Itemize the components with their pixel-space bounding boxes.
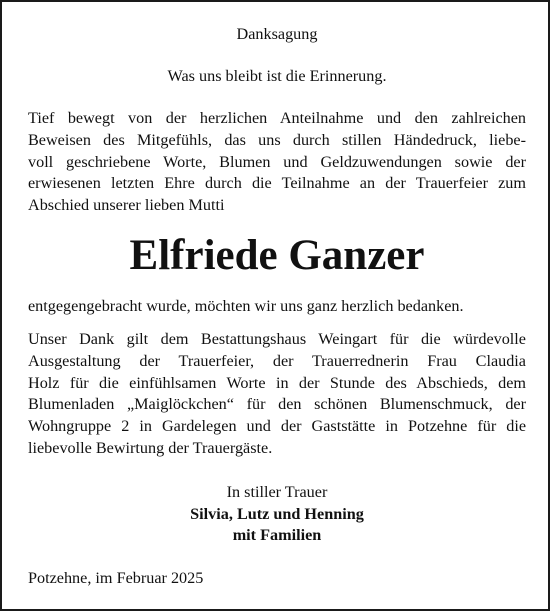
gratitude-line: Unser Dank gilt dem Bestattungshaus Weingart für die würdevolle [28, 330, 526, 348]
gratitude-paragraph [28, 329, 526, 460]
deceased-name: Elfriede Ganzer [129, 232, 425, 279]
intro-line: Tief bewegt von der herzlichen Anteilnahme und den zahlreichen [28, 109, 526, 127]
gratitude-line: Blumenladen „Maiglöckchen“ für den schönen Blumenschmuck, der [28, 395, 526, 414]
place-date: Potzehne, im Februar 2025 [28, 569, 204, 587]
gratitude-line: Wohngruppe 2 in Gardelegen und der Gaststätte in Potzehne für die [28, 417, 526, 436]
gratitude-line: Ausgestaltung der Trauerfeier, der Trauerrednerin Frau Claudia [28, 351, 526, 370]
intro-line: erwiesenen letzten Ehre durch die Teilnahme an der Trauerfeier zum [28, 174, 526, 193]
intro-line: voll geschriebene Worte, Blumen und Geldzuwendungen sowie der [28, 152, 526, 171]
intro-line: Abschied unserer lieben Mutti [28, 196, 225, 215]
signature-closing: In stiller Trauer [226, 483, 328, 501]
gratitude-line: liebevolle Bewirtung der Trauergäste. [28, 438, 273, 457]
signature-names: Silvia, Lutz und Henning [190, 505, 364, 523]
signature-families: mit Familien [232, 526, 322, 544]
notice-heading: Danksagung [236, 25, 318, 43]
thanks-line: entgegengebracht wurde, möchten wir uns ganz herzlich bedanken. [28, 297, 464, 315]
gratitude-line: Holz für die einfühlsamen Worte in der Stunde des Abschieds, dem [28, 373, 526, 392]
motto: Was uns bleibt ist die Erinnerung. [167, 67, 387, 85]
intro-line: Beweisen des Mitgefühls, das uns durch stillen Händedruck, liebe- [28, 130, 526, 149]
intro-paragraph [28, 108, 526, 217]
